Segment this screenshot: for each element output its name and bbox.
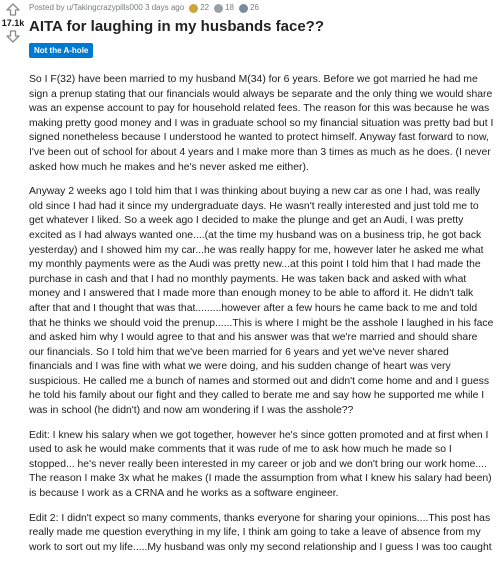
post-paragraph: So I F(32) have been married to my husband M(34) for 6 years. Before we got married he had me sign a prenup stating that our financials would always be separate and the only thing we would share was an expense account to pay for household related fees. The reason for this was because he was making pretty good money and I was in graduate school so my financial situation was pretty bad but I signed nonetheless because I understood he wanted to protect himself. Anyway fast forward to now, I've been out of school for about 4 years and I make more than 3 times as much as he does. (I never asked how much he makes and he's never asked me either). [29,74,494,173]
award-helpful[interactable] [239,1,259,15]
post-meta [29,1,495,15]
silver-award-icon [214,4,223,13]
posted-by[interactable]: Posted by u/Takingcrazypills000 3 days ago [29,3,185,12]
post-paragraph: Anyway 2 weeks ago I told him that I was thinking about buying a new car as one I had, was really old since I had had it since my undergraduate days. He wasn't really interested and just told me to get whatever I liked. So a week ago I decided to make the plunge and get an Audi, I was pretty excited as I had always wanted one....(at the time my husband was on a business trip, he got back yesterday) and I showed him my car...he was really happy for me, however later he asked me what my monthly payments were as the Audi was pretty new...at this point I told him that I had made the purchase in cash and that I had no monthly payments. He was taken back and asked with what money and I answered that I made more than enough money to be able to afford it. He didn't talk after that and I thought that was that.........however after a few hours he came back to me and told that he thinks we should void the prenup......This is where I might be the asshole I laughed in his face and asked him why I would agree to that and his answer was that we're married and should share our financials. So I told him that we've been married for 6 years and yet we've never shared financials and I was fine with what we were doing, and his sudden change of heart was very suspicious. He called me a bunch of names and stormed out and didn't come home and and I guess he told his family about our fight and they called to berate me and say how he supported me while I was in school (he didn't) and now am wondering if I was the asshole?? [29,186,494,417]
post-title[interactable]: AITA for laughing in my husbands face?? [29,18,325,35]
post-flair[interactable]: Not the A-hole [29,43,93,58]
downvote-arrow-icon[interactable] [6,30,20,43]
post-content [29,0,495,565]
vote-column [0,0,26,43]
award-count: 26 [250,3,259,12]
gold-award-icon [189,4,198,13]
award-silver[interactable] [214,1,234,15]
vote-score: 17.1k [1,18,25,28]
award-gold[interactable] [189,1,209,15]
helpful-award-icon [239,4,248,13]
post-paragraph: Edit 2: I didn't expect so many comments, thanks everyone for sharing your opinions....This post has really made me question everything in my life, I think am going to take a leave of absence from my work to sort out my life.....My husband was only my second relationship and I guess I was too caught [29,512,492,553]
award-count: 18 [225,3,235,12]
post-paragraph: Edit: I knew his salary when we got together, however he's since gotten promoted and at first when I used to ask he would make comments that it was rude of me to ask how much he made so I stopped... he's never really been interested in my career or job and we don't bring our work home.... The reason I make 3x what he makes (I made the assumption from what I knew his salary had been) is because I work as a CRNA and he works as a software engineer. [29,429,492,500]
post-body [29,73,495,555]
award-count: 22 [200,3,210,12]
upvote-arrow-icon[interactable] [6,3,20,16]
